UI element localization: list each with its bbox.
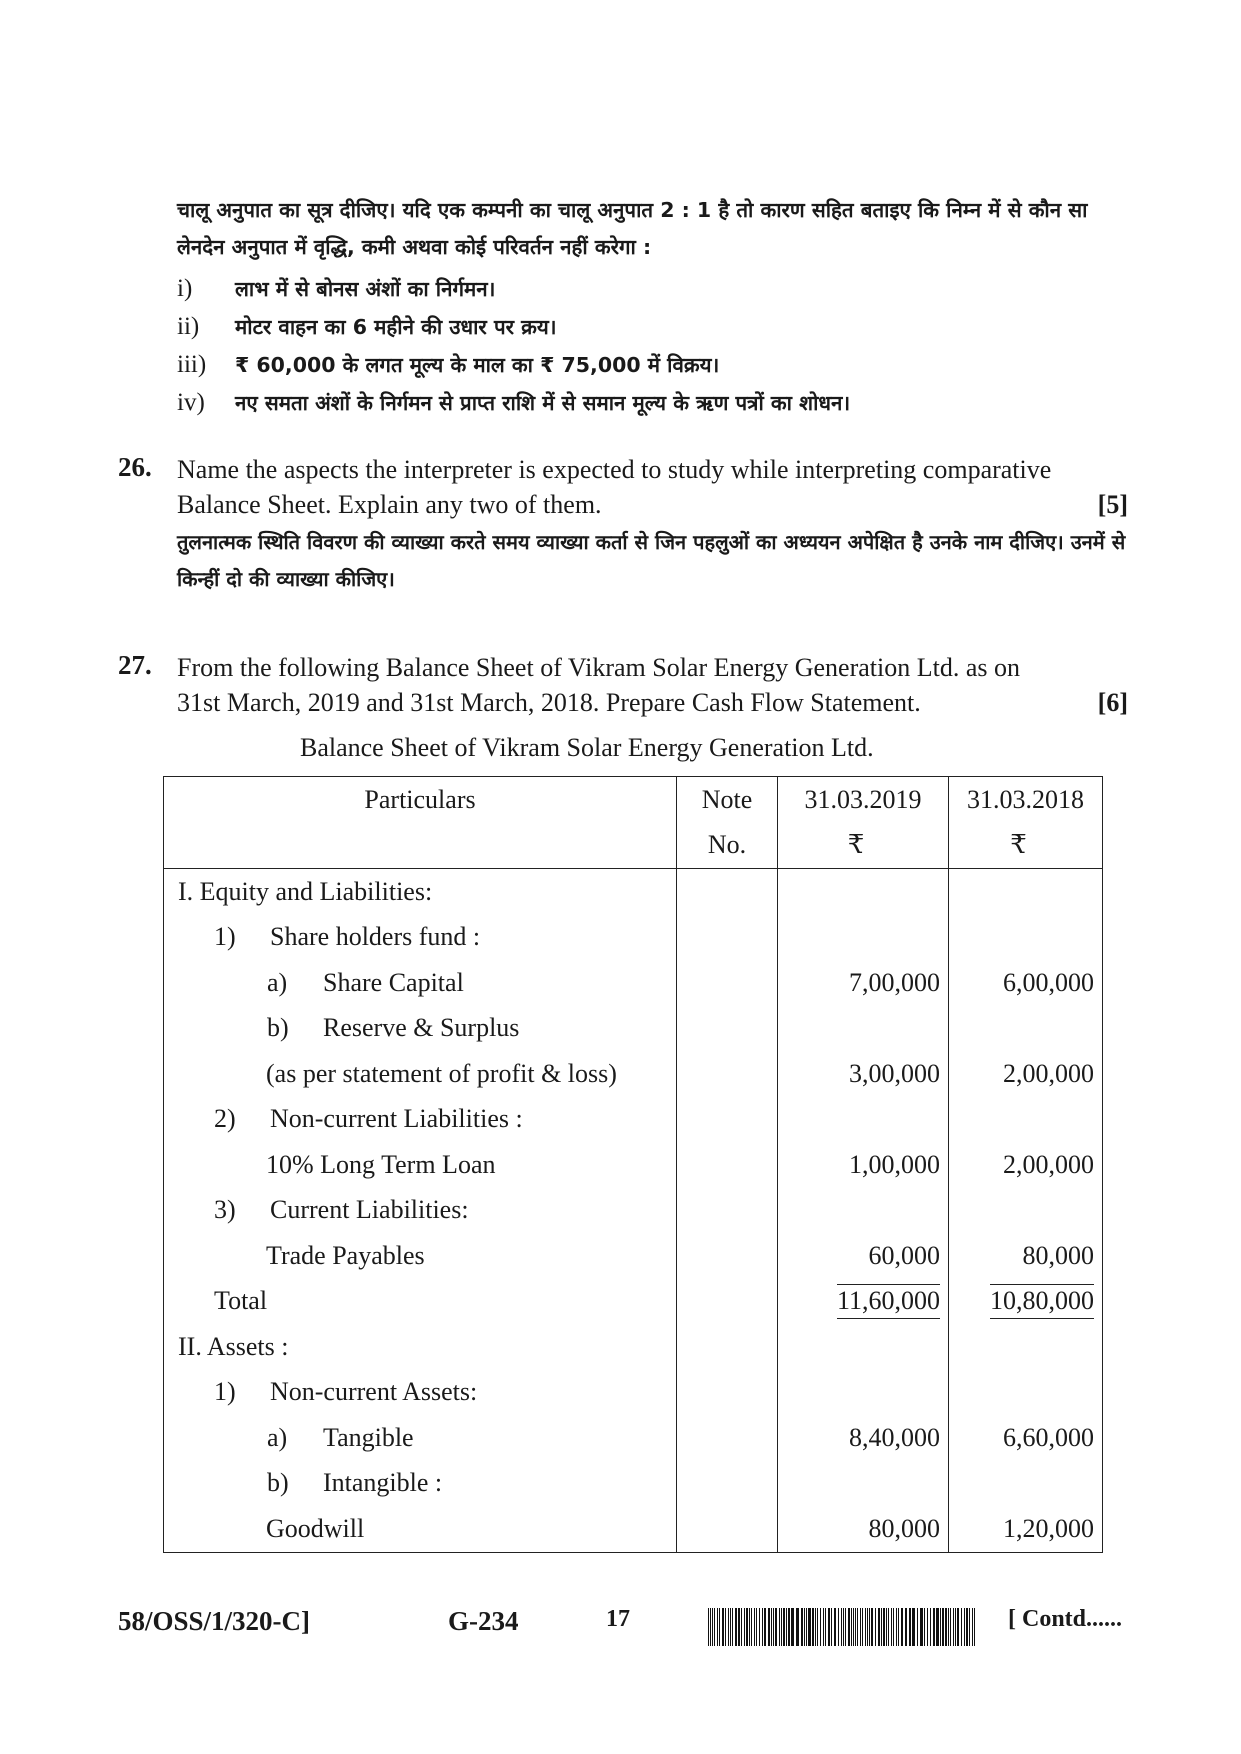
q25-options: [177, 270, 1137, 422]
row-text: Non-current Liabilities :: [270, 1104, 523, 1134]
row-label: I. Equity and Liabilities:: [164, 869, 677, 915]
row-marker: 2): [214, 1104, 236, 1134]
option-text: लाभ में से बोनस अंशों का निर्गमन।: [235, 277, 496, 301]
row-marker: a): [267, 967, 288, 997]
table-row: [164, 960, 1103, 1006]
row-text: Intangible :: [323, 1468, 443, 1498]
question-text: Name the aspects the interpreter is expected to study while interpreting comparative: [177, 455, 1052, 484]
table-row: [164, 1233, 1103, 1279]
table-row: [164, 1415, 1103, 1461]
marks-badge: [5]: [1097, 490, 1128, 519]
table-caption: Balance Sheet of Vikram Solar Energy Generation Ltd.: [300, 733, 874, 762]
row-label: [164, 1461, 677, 1507]
table-row: [164, 869, 1103, 915]
row-text: Tangible: [323, 1422, 414, 1452]
table-row-total: [164, 1279, 1103, 1325]
row-label: [164, 1415, 677, 1461]
row-label: [164, 1370, 677, 1416]
cell-value: 1,00,000: [778, 1142, 949, 1188]
currency-symbol: ₹: [778, 823, 949, 869]
row-label: Total: [164, 1279, 677, 1325]
question-body: [177, 452, 1128, 598]
option-1: [177, 270, 1137, 308]
option-number: iii): [177, 351, 207, 378]
q25-hindi-intro: चालू अनुपात का सूत्र दीजिए। यदि एक कम्पनी का चालू अनुपात 2 : 1 है तो कारण सहित बताइए कि निम्न में से कौन सा लेनदेन अनुपात में वृद्धि, कमी अथवा कोई परिवर्तन नहीं करेगा :: [177, 198, 1088, 259]
table-row: [164, 1097, 1103, 1143]
cell-value: 6,60,000: [949, 1415, 1103, 1461]
header-note: Note: [677, 777, 778, 823]
total-value: 10,80,000: [990, 1284, 1094, 1319]
table-row: [164, 1461, 1103, 1507]
row-marker: b): [267, 1468, 289, 1498]
cell-value: 6,00,000: [949, 960, 1103, 1006]
cell-value: 1,20,000: [949, 1506, 1103, 1552]
header-2019: 31.03.2019: [778, 777, 949, 823]
question-number: 26.: [118, 452, 152, 482]
total-value: 11,60,000: [837, 1284, 940, 1319]
row-label: Trade Payables: [164, 1233, 677, 1279]
option-number: iv): [177, 389, 205, 416]
row-marker: 3): [214, 1195, 236, 1225]
table-header-row: [164, 777, 1103, 823]
row-text: Share holders fund :: [270, 922, 481, 952]
option-number: ii): [177, 313, 200, 340]
question-27: [118, 650, 1128, 720]
table-row: [164, 1142, 1103, 1188]
option-text: मोटर वाहन का 6 महीने की उधार पर क्रय।: [235, 315, 557, 339]
option-3: [177, 346, 1137, 384]
cell-value: 8,40,000: [778, 1415, 949, 1461]
header-2018: 31.03.2018: [949, 777, 1103, 823]
row-label: (as per statement of profit & loss): [164, 1051, 677, 1097]
continued-marker: [ Contd......: [1008, 1606, 1123, 1632]
row-text: Reserve & Surplus: [323, 1013, 520, 1043]
question-number: 27.: [118, 650, 152, 680]
page-footer: [118, 1606, 1128, 1646]
cell-value: 2,00,000: [949, 1051, 1103, 1097]
question-line: [177, 685, 1128, 720]
question-line: [177, 650, 1128, 685]
series-code: G-234: [448, 1606, 519, 1636]
table-row: [164, 1188, 1103, 1234]
question-text: Balance Sheet. Explain any two of them.: [177, 490, 602, 519]
question-hindi: तुलनात्मक स्थिति विवरण की व्याख्या करते समय व्याख्या कर्ता से जिन पहलुओं का अध्ययन अपेक्षित है उनके नाम दीजिए। उनमें से किन्हीं दो की व्याख्या कीजिए।: [177, 530, 1126, 591]
row-marker: 1): [214, 1377, 236, 1407]
question-body: [177, 650, 1128, 720]
cell-value: 80,000: [778, 1506, 949, 1552]
row-text: Current Liabilities:: [270, 1195, 469, 1225]
row-label: [164, 1006, 677, 1052]
question-text: From the following Balance Sheet of Vikram Solar Energy Generation Ltd. as on: [177, 653, 1021, 682]
currency-symbol: ₹: [949, 823, 1103, 869]
row-label: II. Assets :: [164, 1324, 677, 1370]
row-label: [164, 1188, 677, 1234]
row-label: [164, 960, 677, 1006]
paper-code: 58/OSS/1/320-C]: [118, 1606, 311, 1636]
row-text: Share Capital: [323, 967, 464, 997]
table-row: [164, 915, 1103, 961]
option-text: नए समता अंशों के निर्गमन से प्राप्त राशि में से समान मूल्य के ऋण पत्रों का शोधन।: [235, 391, 851, 415]
header-particulars: Particulars: [164, 777, 677, 823]
balance-sheet-table: [163, 776, 1103, 1553]
table-row: [164, 1006, 1103, 1052]
cell-value: 60,000: [778, 1233, 949, 1279]
cell-value: 2,00,000: [949, 1142, 1103, 1188]
table-row: [164, 1506, 1103, 1552]
table-row: [164, 1051, 1103, 1097]
page-number: 17: [606, 1606, 630, 1632]
row-text: Non-current Assets:: [270, 1377, 478, 1407]
row-marker: a): [267, 1422, 288, 1452]
table-row: [164, 1324, 1103, 1370]
question-line: [177, 452, 1128, 487]
question-line: [177, 487, 1128, 522]
row-marker: 1): [214, 922, 236, 952]
row-marker: b): [267, 1013, 289, 1043]
option-4: [177, 384, 1137, 422]
option-number: i): [177, 275, 193, 302]
cell-value: 7,00,000: [778, 960, 949, 1006]
row-label: Goodwill: [164, 1506, 677, 1552]
question-26: [118, 452, 1128, 598]
row-label: [164, 915, 677, 961]
barcode-icon: [708, 1608, 978, 1646]
header-note-no: No.: [677, 823, 778, 869]
row-label: [164, 1097, 677, 1143]
marks-badge: [6]: [1097, 688, 1128, 717]
row-label: 10% Long Term Loan: [164, 1142, 677, 1188]
cell-value: 3,00,000: [778, 1051, 949, 1097]
option-text: ₹ 60,000 के लगत मूल्य के माल का ₹ 75,000 में विक्रय।: [235, 353, 720, 377]
option-2: [177, 308, 1137, 346]
table-header-row: [164, 823, 1103, 869]
question-text: 31st March, 2019 and 31st March, 2018. Prepare Cash Flow Statement.: [177, 688, 921, 717]
cell-value: 80,000: [949, 1233, 1103, 1279]
table-row: [164, 1370, 1103, 1416]
